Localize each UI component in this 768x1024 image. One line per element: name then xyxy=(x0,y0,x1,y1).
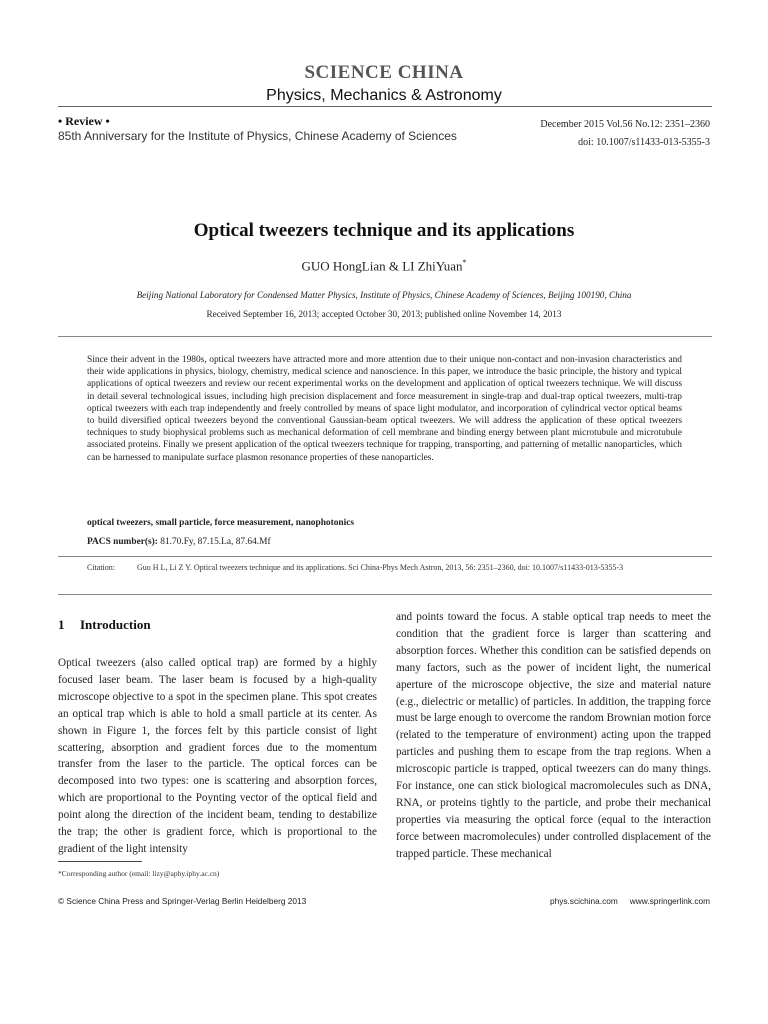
issue-info xyxy=(540,116,710,152)
article-type-label: • Review • xyxy=(58,114,110,128)
section-number: 1 xyxy=(58,617,65,632)
keywords: optical tweezers, small particle, force measurement, nanophotonics xyxy=(87,518,355,528)
body-paragraph-right: and points toward the focus. A stable optical trap needs to meet the condition that the gradient force is larger than scattering and absorption forces. Whether this condition can be satisfied depends on many factors, such as the power of incident light, the numerical aperture of the microscope objective, the size and material nature (e.g., dielectric or metallic) of particles. In addition, the trapping force must be large enough to overcome the random Brownian motion force (related to the temperature of environment) acting upon the trapped particles and pushing them to escape from the trap regions. When a microscopic particle is trapped, optical tweezers can do many things. For instance, one can stick biological macromolecules such as DNA, RNA, or proteins tightly to the particle, and probe their mechanical properties via measuring the optical force (equal to the interaction force between macromolecules) under controlled displacement of the trapped particle. These mechanical xyxy=(396,611,711,860)
journal-masthead xyxy=(0,62,768,105)
citation-label: Citation: xyxy=(87,563,115,572)
body-paragraph-left: Optical tweezers (also called optical trap) are formed by a highly focused laser beam. The laser beam is focused by a high-quality microscope objective to a spot in the specimen plane. This spot creates an optical trap which is able to hold a small particle at its center. As shown in Figure 1, the forces felt by this particle consist of light scattering, absorption and gradient forces due to the momentum transfer from the laser to the particle. The optical forces can be decomposed into two types: one is scattering and absorption forces, which are proportional to the Poynting vector of the optical field and point along the direction of the incident beam, tending to destabilize the trap; the other is gradient force, which is proportional to the gradient of the light intensity xyxy=(58,657,377,855)
author-affiliation: Beijing National Laboratory for Condensed Matter Physics, Institute of Physics, Chinese Academy of Sciences, Beijing 100190, China xyxy=(136,290,632,300)
article-authors xyxy=(0,258,768,274)
pacs-label: PACS number(s): xyxy=(87,537,158,547)
footer-links xyxy=(550,896,710,906)
journal-website-link[interactable]: phys.scichina.com xyxy=(549,896,618,906)
header-rule xyxy=(58,106,712,107)
article-doi[interactable]: doi: 10.1007/s11433-013-5355-3 xyxy=(578,137,710,148)
citation-top-rule xyxy=(58,556,712,557)
footnote-rule xyxy=(58,861,142,862)
copyright-notice: © Science China Press and Springer-Verlag Berlin Heidelberg 2013 xyxy=(58,896,307,906)
corresponding-author-footnote: *Corresponding author (email: lizy@aphy.iphy.ac.cn) xyxy=(58,869,220,878)
citation-text: Guo H L, Li Z Y. Optical tweezers technique and its applications. Sci China-Phys Mech Astron, 2013, 56: 2351–2360, doi: 10.1007/s11433-013-5355-3 xyxy=(137,563,624,572)
issue-volume: December 2015 Vol.56 No.12: 2351–2360 xyxy=(540,119,710,130)
journal-subtitle: Physics, Mechanics & Astronomy xyxy=(266,87,502,104)
springerlink-link[interactable]: www.springerlink.com xyxy=(629,896,710,906)
section-title: Introduction xyxy=(80,617,151,632)
article-title: Optical tweezers technique and its applications xyxy=(193,220,575,241)
journal-name: SCIENCE CHINA xyxy=(304,62,464,83)
section-heading xyxy=(58,617,377,633)
citation-bottom-rule xyxy=(58,594,712,595)
body-column-right xyxy=(396,609,711,863)
abstract: Since their advent in the 1980s, optical tweezers have attracted more and more attention due to their unique non-contact and non-invasion characteristics and their wide applications in physics, biology, chemistry, medical science and nanoscience. In this paper, we introduce the basic principle, the history and typical applications of optical tweezers and review our recent experimental works on the development and application of optical tweezers technique. We will discuss in detail several technological issues, including high precision displacement and force measurement in single-trap and dual-trap optical tweezers, multi-trap optical tweezers with each trap independently and freely controlled by means of space light modulator, and incorporation of cylindrical vector optical beams to build diversified optical tweezers beyond the conventional Gaussian-beam optical tweezers. We will address the application of these optical tweezers techniques to study biophysical problems such as mechanical deformation of cell membrane and binding energy between plant microtubule and microtubule associated proteins. Finally we present application of the optical tweezers technique for trapping, transporting, and patterning of metallic nanoparticles, which can be harnessed to manipulate surface plasmon resonance properties of these nanoparticles. xyxy=(87,355,682,463)
author-names: GUO HongLian & LI ZhiYuan xyxy=(301,258,463,274)
corresponding-mark: * xyxy=(462,258,467,267)
anniversary-note: 85th Anniversary for the Institute of Physics, Chinese Academy of Sciences xyxy=(58,129,457,143)
body-column-left xyxy=(58,617,377,858)
publication-dates: Received September 16, 2013; accepted October 30, 2013; published online November 14, 2013 xyxy=(206,309,562,319)
pacs-numbers xyxy=(87,537,271,547)
pacs-values: 81.70.Fy, 87.15.La, 87.64.Mf xyxy=(157,537,271,547)
abstract-top-rule xyxy=(58,336,712,337)
